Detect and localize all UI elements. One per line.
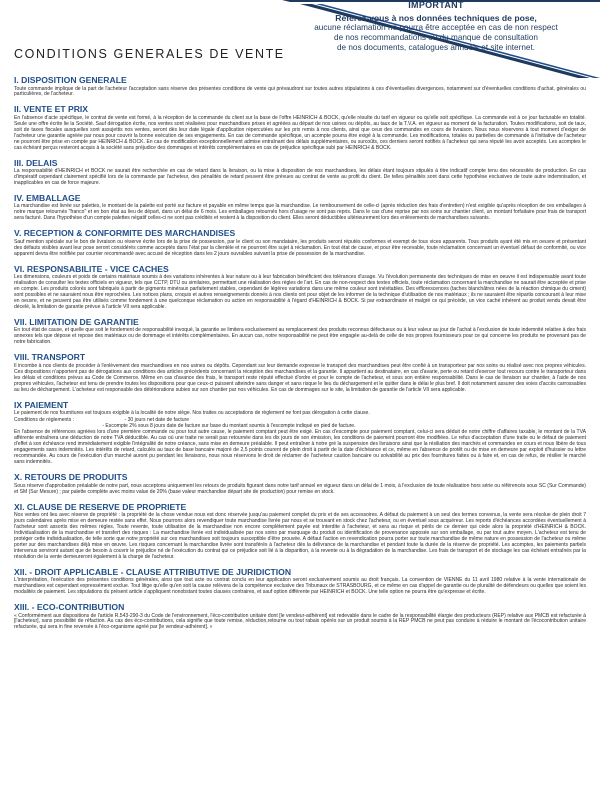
section-heading: VI. RESPONSABILITE - VICE CACHES [14,263,169,274]
section-paragraph: La responsabilité d'HEINRICH et BOCK ne saurait être recherchée en cas de retard dans la livraison, ou la mise à disposition de nos marchandises, les délais étant toujours stipulés à titre indicatif compte tenu des nécessités de production. En cas d'impératif cependant clairement spécifié lors de la commande par l'acheteur, des pénalités de retard peuvent être prévues au contrat de vente au profit du client. De telles pénalités sont dans cette hypothèse exclusives de toute autre indemnisation, et inapplicables en cas de force majeure. [14,168,586,187]
banner-line-4: de nos documents, catalogues annuels et site internet. [337,43,535,52]
terms-section [14,105,586,151]
banner-label: IMPORTANT [408,0,464,10]
section-paragraph: - Escompte 2% sous 8 jours date de facture sur base du montant soumis à l'escompte indiqué en pied de facture. [14,422,356,429]
section-heading: III. DELAIS [14,157,58,168]
section-paragraph: Conditions de règlements : - 30 jours net date de facture [14,416,190,423]
terms-section [14,159,586,187]
section-paragraph: En l'absence d'acte spécifique, le contrat de vente est formé, à la réception de la commande du client sur la base de l'offre HEINRICH & BOCK, qu'elle résulte du tarif en vigueur ou qu'elle soit spécifique. La commande est à ce jour facturable en totalité. Seule une offre écrite lie la Société. Sauf dérogation écrite, nos ventes sont réalisées pour marchandises prises et agréées au départ de nos usines ou dépôts, au taux de la T.V.A. en vigueur au moment de la facturation. Toutes modifications, soit de taux, soit de taxes fiscales auxquelles sont assujettis nos ventes, seront dès leur date légale d'application répercutées sur les prix remis à nos clients, ainsi que ceux des commandes en cours de livraison. Nous nous réservons à tout moment d'exiger de l'acheteur une garantie agréée par nous pour couvrir la bonne exécution de ses engagements. En cas de commande spécifique, un acompte pourra être exigé à la commande. Les modifications, totales ou partielles de commande à l'initiative de l'acheteur ne pourront être prise en compte par HEINRICH & BOCK. En cas de modification exceptionnellement admise entraînant des délais supplémentaires, ou surcoûts, ces derniers seront notifiés à l'acheteur qui sera réputé les avoir acceptés. Les acomptes le cas échéant perçus resteront acquis à la société sans préjudice des dommages et intérêts complémentaires en cas de préjudice spécifique subi par HEINRICH & BOCK. [14,114,586,151]
section-heading: XIII. - ECO-CONTRIBUTION [14,602,125,613]
terms-section [14,76,586,98]
terms-section [14,194,586,222]
terms-section [14,353,586,393]
terms-section [14,265,586,311]
terms-section [14,473,586,495]
section-paragraph: En l'absence de références agréées lors d'une première commande ou pour tout autre cause, le paiement comptant peut être exigé. En cas d'escompte pour paiement comptant, celui-ci sera déduit de notre chiffre d'affaires taxable, le montant de la TVA afférente entraînera une déduction de notre TVA déductible. Au cas où une traite ne serait pas retournée dans les dix jours de son émission, les conditions de paiement pourront être modifiées. Le refus d'acceptation d'une traite ou le défaut de paiement d'effet à son échéance rend immédiatement exigible l'intégralité de notre créance, sans mise en demeure préalable. Il peut entraîner à notre gré la suspension des livraisons ainsi que la résiliation des marchés et commandes en cours et nous libère de tous engagements sans indemnités. Les intérêts de retard, calculés au taux de base bancaire majoré de 2,5 points courent de plein droit à partir de la date d'échéance et ce, même en l'absence de protêt ou de mise en demeure par exploit d'huissier ou lettre recommandée. Au cours de l'exécution d'un marché auront pu pendant les livraisons, nous nous réservons le droit de réclamer de l'acheteur caution bancaire ou solvabilité au prix des fournitures faites ou à faire et, en cas de refus, de résilier le marché sans indemnités. [14,429,586,466]
section-heading: X. RETOURS DE PRODUITS [14,472,128,483]
section-paragraph: L'interprétation, l'exécution des présentes conditions générales, ainsi que tout acte ou contrat conclu en leur application seront exclusivement soumis au droit français. La convention de VIENNE du 11 avril 1980 relative à la vente internationale de marchandises est cependant expressément exclue. Tout litige qu'elle qu'en soit la cause relèvera de la compétence exclusive des Tribunaux de STRASBOURG, et ce même en cas d'appel de garantie ou de pluralité de défendeurs ou quelles que soient les modalités de paiement. Les stipulations du présent article s'appliquent nonobstant toutes clauses contraires, et sauf option différente par HEINRICH et BOCK. Une telle option ne pourra être qu'expresse et écrite. [14,577,586,596]
terms-section [14,568,586,596]
terms-section [14,603,586,631]
section-paragraph: « Conformément aux dispositions de l'article R.543-290-3 du Code de l'environnement, l'éco-contribution unitaire dont [le vendeur-adhérent] est redevable dans le cadre de la responsabilité élargie des producteurs (REP) relative aux PMCB est refacturée à [l'acheteur], sans possibilité de réfaction. Au cas des éco-contributions, cela signifie que toute remise, réduction,retourne ou tout rabais opérés sur un produit soumis à la REP PMCB ne peut pas conduire à réduire le montant de l'écocontribution unitaire refacturée, qui sera in fine reversée à l'éco-organisme agréé par [le vendeur-adhérent]. » [14,612,586,631]
section-paragraph: La marchandise est livrée sur palettes, le montant de la palette est porté sur facture et payable en même temps que la marchandise. Le remboursement de celle-ci (après réduction des frais d'entretien) n'est exigible qu'après réception de ces emballages à notre marque retournés "franco" et en bon état au lieu de départ, dans un délai de 6 mois. Les emballages retournés hors d'usage ne sont pas repris. Dans le cas d'une reprise par nos soins sur chantier client, un montant forfaitaire pour frais de transport sera facturé. Dans l'hypothèse d'un compte palettes négatif celles-ci ne sont pas crédités et restent à la disposition du client. Elles seront déductibles ultérieurement lors des enlèvements de marchandises suivants. [14,203,586,222]
section-paragraph: Sauf mention spéciale sur le bon de livraison ou réserve écrite lors de la prise de possession, par le client ou son mandataire, les produits seront réputés conformes et exempt de tous vices apparents. Tous produits ayant été mis en oeuvre et présentant des défauts visibles avant leur pose seront considérés comme acceptés dans l'état par la clientèle et ne pourront être sujet à réclamation. En tout état de cause, et pour être recevable, toute réclamation concernant un éventuel défaut de conformité, ou vice apparent devra être notifiée par courrier recommandé avec accusé de réception dans les 2 jours ouvrables suivant la prise de possession de la marchandise. [14,238,586,257]
section-heading: IV. EMBALLAGE [14,192,81,203]
section-heading: II. VENTE ET PRIX [14,104,89,115]
terms-section [14,503,586,561]
terms-section [14,229,586,257]
section-paragraph: Il incombe à nos clients de procéder à l'enlèvement des marchandises en nos usines ou dépôts. Cependant sur leur demande expresse le transport des marchandises peut être confié à un transporteur par nos soins ou réalisé avec nos propres véhicules. Ces dispositions n'apportent pas de dérogations aux conditions des articles précédents concernant la réception des marchandises et la garantie. Il appartient au destinataire, en cas d'avarie, perte ou retard d'exercer tout recours contre le transporteur dans les délais et conditions prévus au Code de Commerce. Même en cas d'avance des frais, le transport reste réputé effectué d'ordre et pour le compte de l'acheteur, et sous son entière responsabilité. Dans le cas de livraison sur chantier, à l'aide de nos propres véhicules, l'acheteur est tenu de prendre toutes les dispositions pour que ceux-ci puissent atteindre sans danger et sans risque le lieu du déchargement et le quitter dans le délai le plus bref. Il doit notamment assurer des voies d'accès carrossables au lieu de déchargement. L'acheteur est responsable des détériorations subies sur son chantier par nos véhicules. En cas de dommages sur le site, la limitation de garantie de l'article VII sera applicable. [14,362,586,393]
banner-line-2: aucune réclamation ne pourra être acceptée en cas de non respect [314,23,558,32]
page-title: CONDITIONS GENERALES DE VENTE [14,47,285,61]
section-heading: IX PAIEMENT [14,399,69,410]
section-paragraph: Nos ventes ont lieu avec réserve de propriété : la propriété de la chose vendue nous est donc réservée jusqu'au paiement complet du prix et de ses accessoires. A défaut du paiement à un seul des termes convenus, la vente sera résolue de plein droit 7 jours calendaires après mise en demeure restée sans effet. Nous pourrons alors revendiquer toute marchandise livrée par nous et se trouvant en stock chez l'acheteur, ou en éventuel sous acquéreur. Les reports d'échéances accordées éventuellement à l'acheteur sont assortis des mêmes règles. Toute revente, toute utilisation de la marchandise non encore complètement payée est interdite à l'acheteur, et sera au risque et périls de ce dernier qui cède alors la propriété d'HEINRICH & BOCK. Individualisation de la marchandise et transfert des risques : La marchandise livrée est individualisée par nos soins par marquage du produit ou identification de provenance apposée sur son emballage, ou par tout autre moyen. L'acheteur est tenu de protéger cette individualisation, de telle sorte que notre propriété sur ces marchandises soit toujours susceptible d'être prouvée. A défaut l'action en revendication pourra porter sur toute marchandise de même nature en possession de l'acheteur ou même porter sur des marchandises déjà mise en œuvre. Les risques concernant la marchandise livrée sont transférés à l'acheteur dès la délivrance de la marchandise et pendant toute la durée de la réserve de propriété. Les acomptes, les paiements partiels intervenus serviront autant que de besoin à couvrir le préjudice né de l'exécution du contrat qui ce préjudice soit lié à la disparition, à la revente ou à la dégradation de la marchandise. Les frais de transport et de stockage les cas échéant entraînés par la résolution de la vente demeureront également à la charge de l'acheteur. [14,512,586,560]
section-heading: VIII. TRANSPORT [14,352,86,363]
section-paragraph: Sous réserve d'approbation préalable de notre part, nous acceptons uniquement les retours de produits figurant dans notre tarif annuel en vigueur dans un délai de 1 mois, à l'exclusion de toute réalisation hors série ou référencés sous SC (Sur Commande) et SM (Sur Mesure) ; par palette complète avec moins value de 20% (base valeur marchandise départ site de production) pour remise en stock. [14,482,586,495]
section-heading: XII. - DROIT APPLICABLE - CLAUSE ATTRIBUTIVE DE JURIDICTION [14,566,292,577]
section-heading: I. DISPOSITION GENERALE [14,76,127,85]
terms-section [14,401,586,467]
banner-text [286,0,586,53]
section-paragraph: En tout état de cause, et quelle que soit le fondement de responsabilité invoqué, la garantie se limitera exclusivement au remplacement des produits reconnus défectueux ou à leur valeur au jour de l'achat à l'exclusion de toute indemnité relative à des frais annexes tels que dépose et repose des matériaux ou de dommage et intérêts complémentaires. En aucun cas, notre responsabilité ne peut être engagée au-delà de celle de nos propres fournisseurs pour ce qui concerne les produits ne provenant pas de notre fabrication. [14,327,586,346]
section-paragraph: Le paiement de nos fournitures est toujours exigible à la localité de notre siège. Nos traites ou acceptations de règlement ne font pas dérogation à cette clause. [14,410,370,417]
terms-content [14,76,586,796]
terms-section [14,318,586,346]
banner-line-1: Référez-vous à nos données techniques de pose, [335,13,537,23]
section-paragraph: Toute commande implique de la part de l'acheteur l'acceptation sans réserve des présentes conditions de vente qui prévaudront sur toutes autres stipulations à ces d'éventuelles divergences, notamment sur d'éventuelles conditions d'achat, générales ou particulières, de l'acheteur. [14,85,586,98]
section-heading: V. RECEPTION & CONFORMITE DES MARCHANDISES [14,228,236,239]
section-heading: VII. LIMITATION DE GARANTIE [14,316,139,327]
important-banner [0,0,600,78]
banner-line-3: de nos recommandations ou du manque de consultation [334,33,538,42]
section-heading: XI. CLAUSE DE RESERVE DE PROPRIETE [14,501,187,512]
section-paragraph: Les dimensions, couleurs et poids de certains matériaux soumis à des variations inhérentes à leur nature ou à leur fabrication bénéficient des tolérances d'usage. Vu l'évolution permanente des techniques de mise en oeuvre il est indispensable avant toute réalisation de consulter les textes officiels en vigueur, tels que CCTP, DTU ou similaires, permettant une réalisation des règles de l'art. En cas de non-respect des textes officiels, toute réclamation concernant la marchandise ne saurait être acceptée et prise en compte. Les produits colorés sont fabriqués à partir de pigments minéraux parfaitement stables, cependant de légères variations dans une même couleur sont inévitables. Des efflorescences (taches blanchâtres nées de la réaction chimique du ciment) sont possibles et ne sauraient nous être reprochées. Les notices plans, croquis et autres renseignements donnés à nos clients ont pour objet de les informer de la technique d'utilisation de nos matériaux ; ils ne sauraient être répartis concourant à leur mise en oeuvre, et ne peuvent pas être utilisés comme fondement à une quelconque réclamation ou action en responsabilité à l'égard d'HEINRICH & BOCK. Si par extraordinaire et malgré ce qui précède, un vice caché inhérent au produit vendu devait être décelé, la limitation de garantie prévue à l'article VII sera applicable. [14,274,586,310]
